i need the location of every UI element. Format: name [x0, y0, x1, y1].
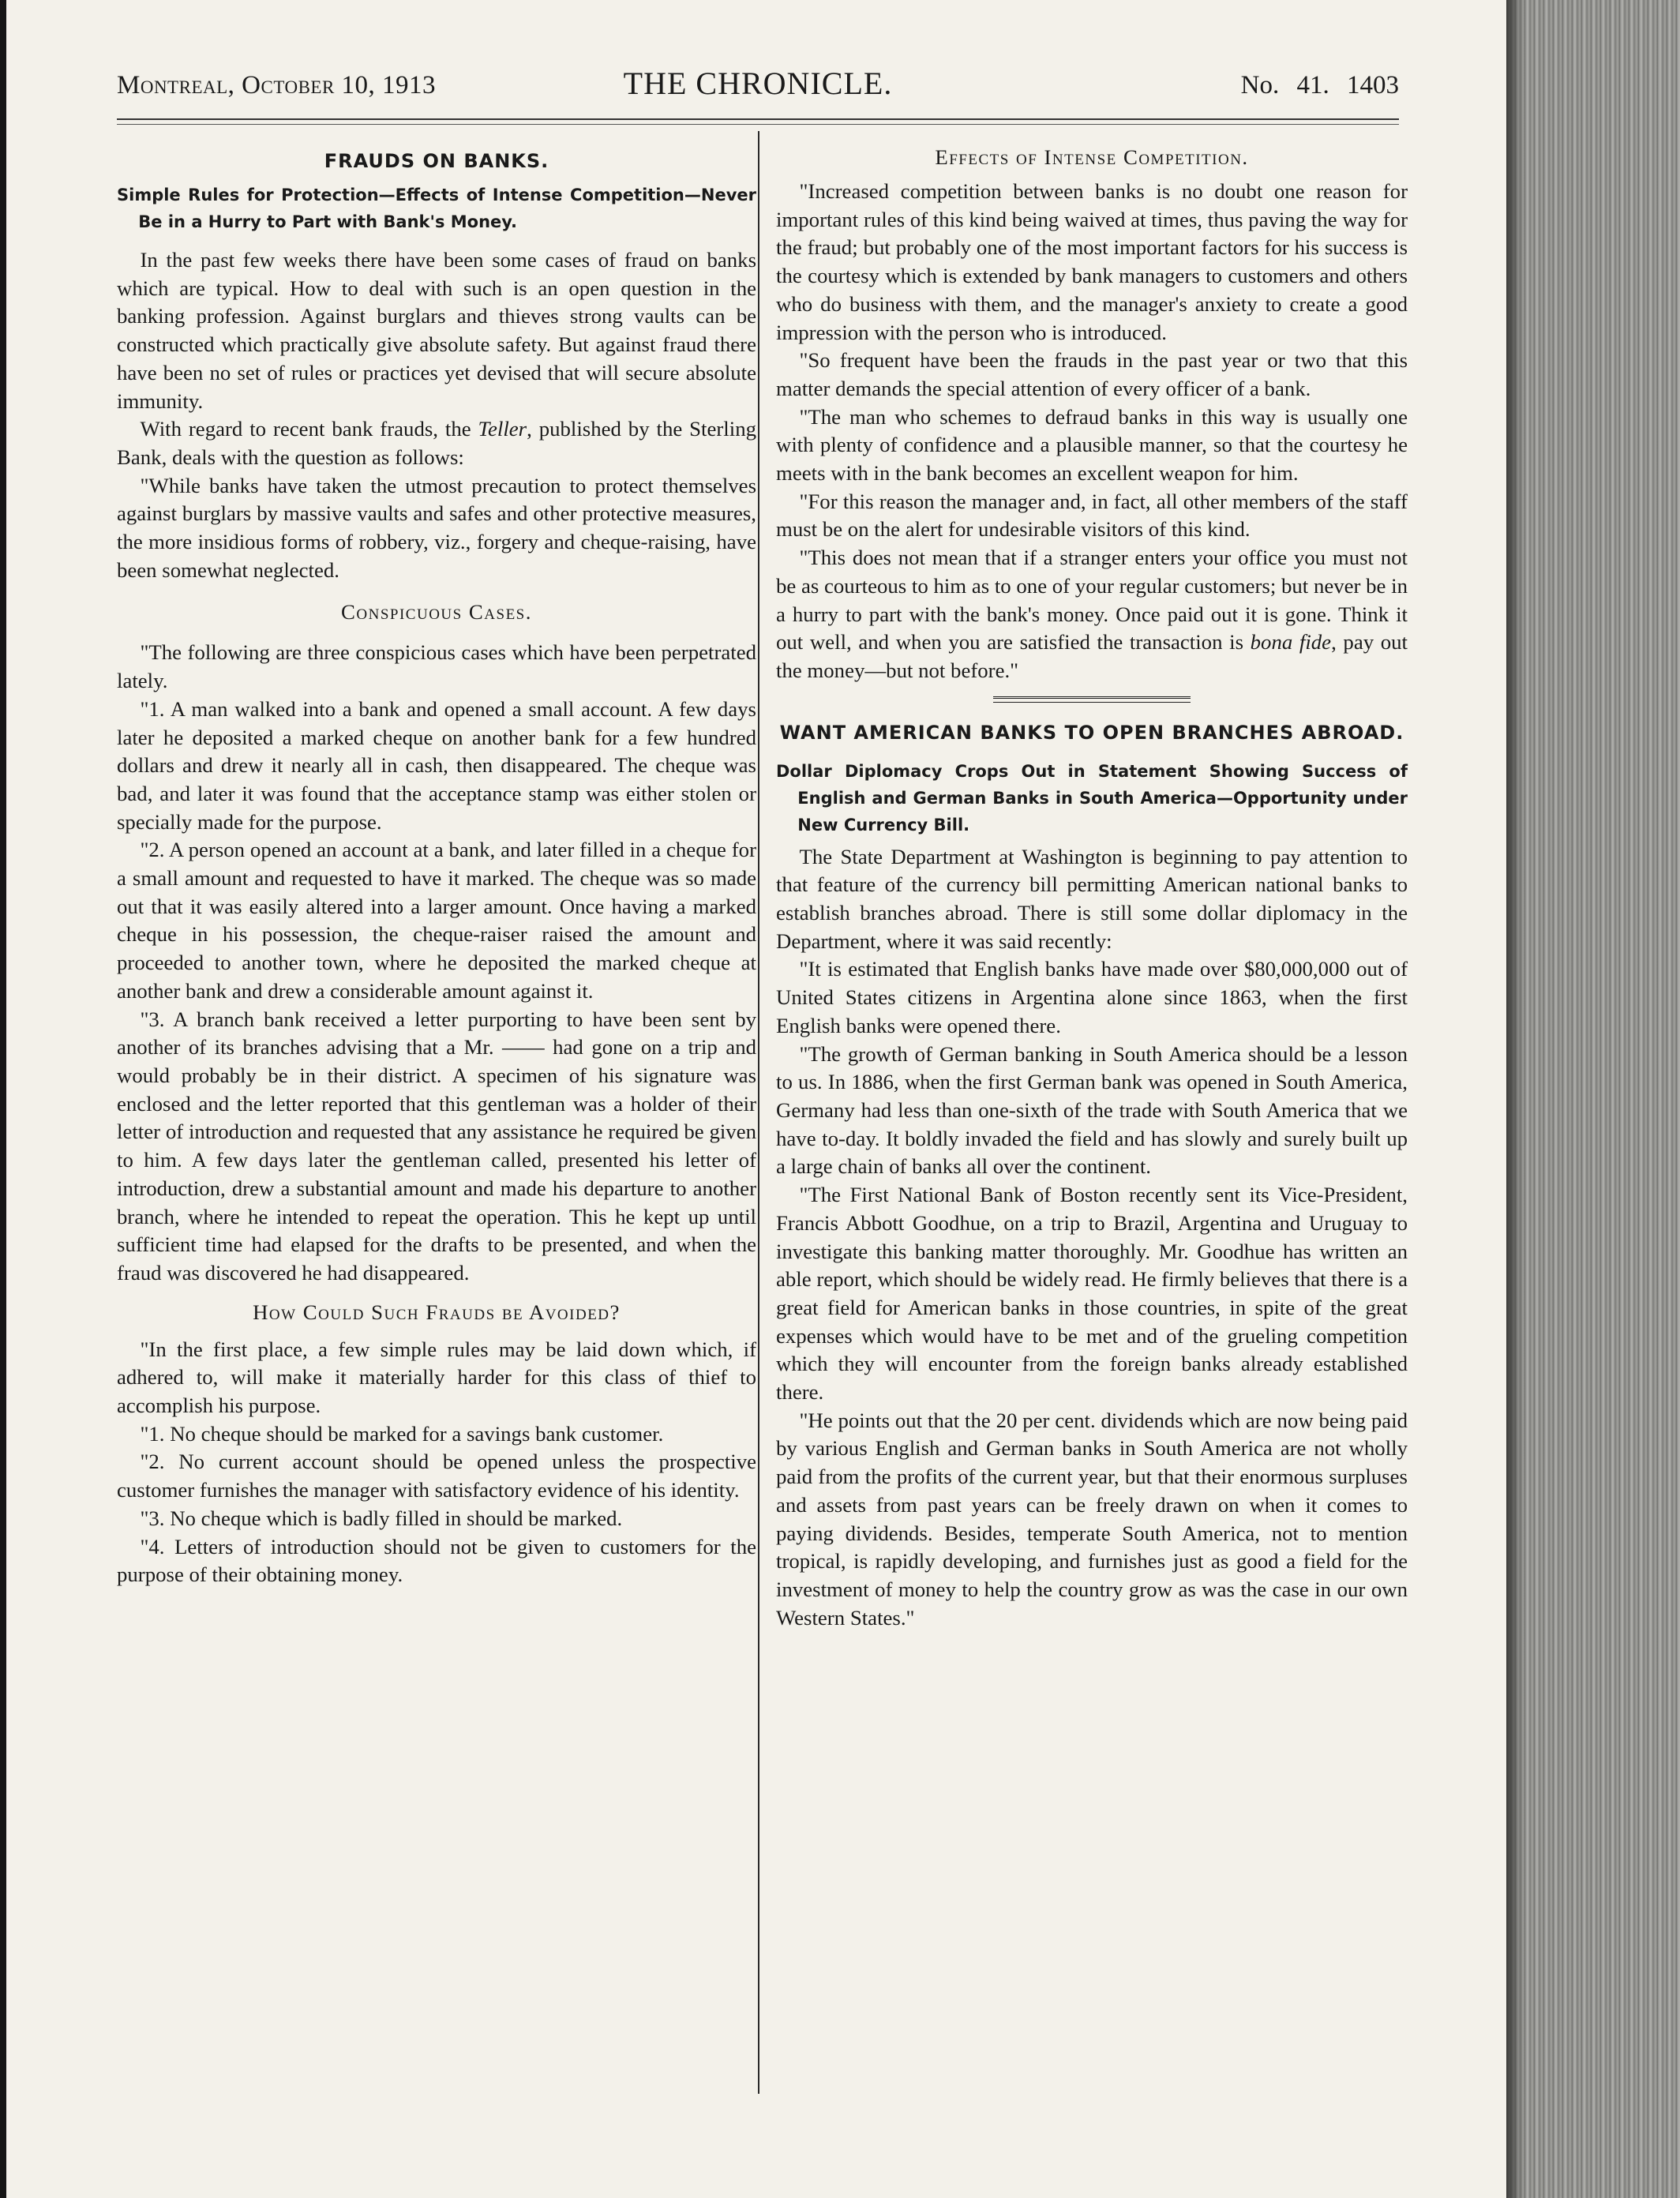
paragraph: "2. A person opened an account at a bank, and later filled in a cheque for a small amount and requested to have it marked. The cheque was so made out that it was easily altered into a larger amount. Once having a marked cheque in his possession, the cheque-raiser raised the amount and proceeded to another town, where he deposited the marked cheque at another bank and drew a considerable amount against it.: [117, 838, 756, 1003]
paragraph: "So frequent have been the frauds in the past year or two that this matter demands the special attention of every officer of a bank.: [776, 348, 1408, 400]
paragraph: "The growth of German banking in South America should be a lesson to us. In 1886, when the first German bank was opened in South America, Germany had less than one-sixth of the trade with South America that we have to-day. It boldly invaded the field and has slowly and surely built up a large chain of banks all over the continent.: [776, 1041, 1408, 1179]
header-issue-page: No. 41. 1403: [1240, 71, 1399, 99]
left-column: [117, 142, 756, 1589]
binding-shadow: [1506, 0, 1524, 2198]
paragraph: "3. A branch bank received a letter purporting to have been sent by another of its branches advising that a Mr. —— had gone on a trip and would probably be in their district. A specimen of his signature was enclosed and the letter reported that this gentleman was a holder of their letter of introduction and requested that any assistance he required be given to him. A few days later the gentleman called, presented his letter of introduction, drew a substantial amount and made his departure to another branch, where he intended to repeat the operation. This he kept up until sufficient time had elapsed for the drafts to be presented, and when the fraud was discovered he had disappeared.: [117, 1007, 756, 1285]
paragraph: "2. No current account should be opened unless the prospective customer furnishes the manager with satisfactory evidence of his identity.: [117, 1450, 756, 1502]
paragraph: With regard to recent bank frauds, the Teller, published by the Sterling Bank, deals with the question as follows:: [117, 417, 756, 469]
paragraph: "It is estimated that English banks have made over $80,000,000 out of United States citizens in Argentina alone since 1863, when the first English banks were opened there.: [776, 957, 1408, 1037]
header-rule-thin: [117, 124, 1399, 125]
paragraph: In the past few weeks there have been some cases of fraud on banks which are typical. How to deal with such is an open question in the banking profession. Against burglars and thieves strong vaults can be constructed which practically give absolute safety. But against fraud there have been no set of rules or practices yet devised that will secure absolute immunity.: [117, 248, 756, 413]
paragraph: "Increased competition between banks is no doubt one reason for important rules of this kind being waived at times, thus paving the way for the fraud; but probably one of the most important factors for his success is the courtesy which is extended by bank managers to customers and others who do business with them, and the manager's anxiety to create a good impression with the person who is introduced.: [776, 179, 1408, 344]
header-dateline: Montreal, October 10, 1913: [117, 71, 437, 99]
book-page-edges: [1506, 0, 1680, 2198]
article-title-frauds: FRAUDS ON BANKS.: [324, 150, 549, 172]
header-rule: [117, 118, 1399, 120]
paragraph: "1. A man walked into a bank and opened a small account. A few days later he deposited a marked cheque on another bank for a few hundred dollars and drew it nearly all in cash, then disappeared. The cheque was bad, and later it was found that the acceptance stamp was either stolen or specially made for the purpose.: [117, 696, 756, 834]
subheading-conspicuous-cases: Conspicuous Cases.: [341, 600, 532, 625]
subheading-how-avoided: How Could Such Frauds be Avoided?: [253, 1300, 621, 1324]
paragraph: "3. No cheque which is badly filled in should be marked.: [140, 1506, 623, 1530]
running-header: [117, 63, 1399, 111]
paragraph: "The man who schemes to defraud banks in this way is usually one with plenty of confidence and a plausible manner, so that the courtesy he meets with in the bank becomes an excellent weapon for him.: [776, 404, 1408, 486]
paragraph: "He points out that the 20 per cent. dividends which are now being paid by various English and German banks in South America are not wholly paid from the profits of the current year, but that their enormous surpluses and assets from past years can be freely drawn on when it comes to paying dividends. Besides, temperate South America, not to mention tropical, is rapidly developing, and furnishes just as good a field for the investment of money to help the country grow as was the case in our own Western States.": [776, 1408, 1408, 1630]
paragraph: "4. Letters of introduction should not be given to customers for the purpose of their obtaining money.: [117, 1534, 756, 1587]
article-deck-frauds: Simple Rules for Protection—Effects of Intense Competition—Never Be in a Hurry to Part with Bank's Money.: [117, 186, 756, 231]
paragraph: "The First National Bank of Boston recently sent its Vice-President, Francis Abbott Goodhue, on a trip to Brazil, Argentina and Uruguay to investigate this banking matter thoroughly. Mr. Goodhue has written an able report, which should be widely read. He firmly believes that there is a great field for American banks in those countries, in spite of the great expenses which would have to be met and of the grueling competition which they will encounter from the foreign banks already established there.: [776, 1183, 1408, 1405]
paragraph: "This does not mean that if a stranger enters your office you must not be as courteous to him as to one of your regular customers; but never be in a hurry to part with the bank's money. Once paid out it is gone. Think it out well, and when you are satisfied the transaction is bona fide, pay out the money—but not before.": [776, 546, 1408, 682]
paragraph: "1. No cheque should be marked for a savings bank customer.: [140, 1421, 664, 1446]
paragraph: "For this reason the manager and, in fact, all other members of the staff must be on the alert for undesirable visitors of this kind.: [776, 489, 1408, 542]
paragraph: "While banks have taken the utmost precaution to protect themselves against burglars by massive vaults and safes and other protective measures, the more insidious forms of robbery, viz., forgery and cheque-raising, have been somewhat neglected.: [117, 473, 756, 582]
paragraph: "In the first place, a few simple rules may be laid down which, if adhered to, will make it materially harder for this class of thief to accomplish his purpose.: [117, 1337, 756, 1418]
article-title-american-banks: WANT AMERICAN BANKS TO OPEN BRANCHES ABROAD.: [779, 721, 1404, 744]
article-deck-american-banks: Dollar Diplomacy Crops Out in Statement Showing Success of English and German Banks in South America—Opportunity under New Currency Bill.: [776, 761, 1408, 835]
paragraph: The State Department at Washington is beginning to pay attention to that feature of the currency bill permitting American national banks to establish branches abroad. There is still some dollar diplomacy in the Department, where it was said recently:: [776, 844, 1408, 953]
column-divider: [758, 131, 759, 2094]
article-separator: [993, 696, 1191, 703]
right-column: [776, 142, 1408, 1632]
paragraph: "The following are three conspicious cases which have been perpetrated lately.: [117, 640, 756, 693]
subheading-effects-competition: Effects of Intense Competition.: [935, 145, 1249, 169]
header-masthead: THE CHRONICLE.: [623, 66, 893, 101]
